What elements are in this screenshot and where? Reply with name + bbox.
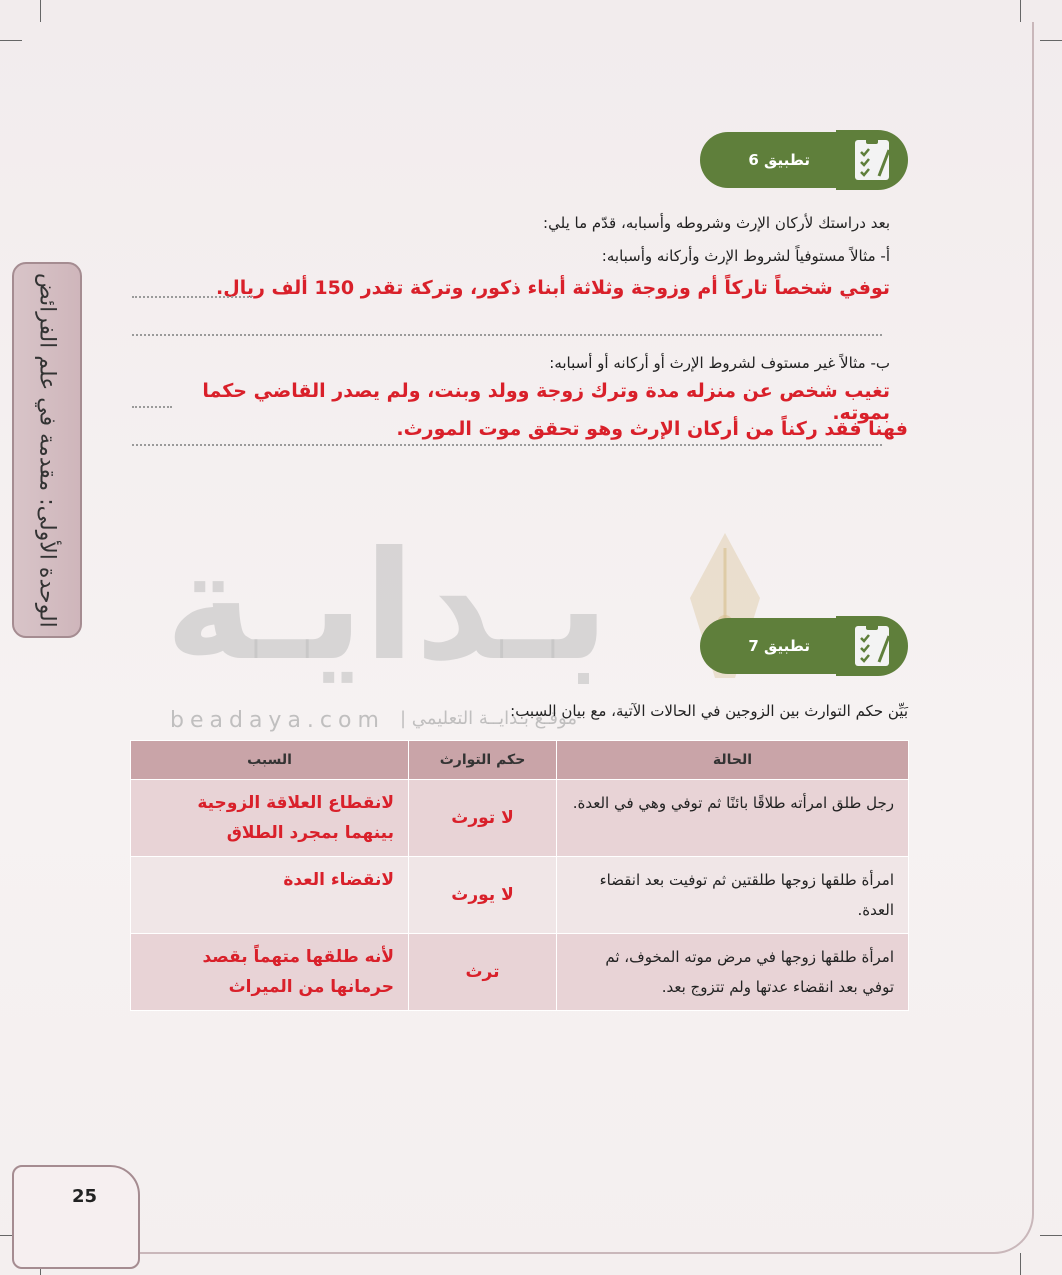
unit-title: الوحدة الأولى: مقدمة في علم الفرائض xyxy=(34,272,60,628)
crop-mark xyxy=(0,40,22,41)
app6-title-badge xyxy=(700,132,836,188)
clipboard-icon xyxy=(855,140,889,180)
clipboard-icon xyxy=(855,626,889,666)
table-row xyxy=(131,934,909,1011)
page-number-box xyxy=(12,1165,140,1269)
answer-line xyxy=(132,444,882,446)
reason-cell: لأنه طلقها متهماً بقصد حرمانها من الميراث xyxy=(131,934,409,1011)
crop-mark xyxy=(1020,1253,1021,1275)
crop-mark xyxy=(1040,1235,1062,1236)
app7-title: تطبيق 7 xyxy=(748,637,810,655)
reason-cell: لانقضاء العدة xyxy=(131,857,409,934)
app6-title: تطبيق 6 xyxy=(748,151,810,169)
table-header-row xyxy=(131,741,909,780)
app6-icon-holder xyxy=(836,130,908,190)
app6-intro: بعد دراستك لأركان الإرث وشروطه وأسبابه، قدّم ما يلي: xyxy=(543,214,890,232)
ruling-cell: لا تورث xyxy=(409,780,557,857)
case-cell: رجل طلق امرأته طلاقًا بائنًا ثم توفي وهي في العدة. xyxy=(557,780,909,857)
table-row xyxy=(131,857,909,934)
app6-a-answer: توفي شخصاً تاركاً أم وزوجة وثلاثة أبناء ذكور، وتركة تقدر 150 ألف ريال. xyxy=(216,277,890,299)
case-cell: امرأة طلقها زوجها في مرض موته المخوف، ثم توفي بعد انقضاء عدتها ولم تتزوج بعد. xyxy=(557,934,909,1011)
app6-b-answer-2: فهنا فقد ركناً من أركان الإرث وهو تحقق موت المورث. xyxy=(396,418,908,440)
ruling-cell: لا يورث xyxy=(409,857,557,934)
ruling-cell: ترث xyxy=(409,934,557,1011)
page-number: 25 xyxy=(72,1186,98,1207)
answer-line xyxy=(132,296,252,298)
app7-intro: بَيِّن حكم التوارث بين الزوجين في الحالات الآتية، مع بيان السبب: xyxy=(510,702,908,720)
reason-cell: لانقطاع العلاقة الزوجية بينهما بمجرد الطلاق xyxy=(131,780,409,857)
watermark-url: beadaya.com xyxy=(170,708,385,733)
case-cell: امرأة طلقها زوجها طلقتين ثم توفيت بعد انقضاء العدة. xyxy=(557,857,909,934)
unit-side-tab xyxy=(12,262,82,638)
inheritance-cases-table xyxy=(130,740,909,1011)
app6-b-answer-1: تغيب شخص عن منزله مدة وترك زوجة وولد وبنت، ولم يصدر القاضي حكما بموته. xyxy=(202,380,890,424)
watermark-subtitle: موقـع بـدايــة التعليمي | xyxy=(400,708,577,729)
app6-b-prompt: ب- مثالاً غير مستوف لشروط الإرث أو أركانه أو أسبابه: xyxy=(549,354,890,372)
app6-a-prompt: أ- مثالاً مستوفياً لشروط الإرث وأركانه وأسبابه: xyxy=(601,247,890,265)
table-row xyxy=(131,780,909,857)
app7-icon-holder xyxy=(836,616,908,676)
header-reason: السبب xyxy=(131,741,409,780)
crop-mark xyxy=(1040,40,1062,41)
header-case: الحالة xyxy=(557,741,909,780)
crop-mark xyxy=(1020,0,1021,22)
header-ruling: حكم التوارث xyxy=(409,741,557,780)
crop-mark xyxy=(40,0,41,22)
app7-title-badge xyxy=(700,618,836,674)
answer-line xyxy=(132,334,882,336)
answer-line xyxy=(132,406,172,408)
watermark-brand: بـدايـة xyxy=(165,520,610,694)
